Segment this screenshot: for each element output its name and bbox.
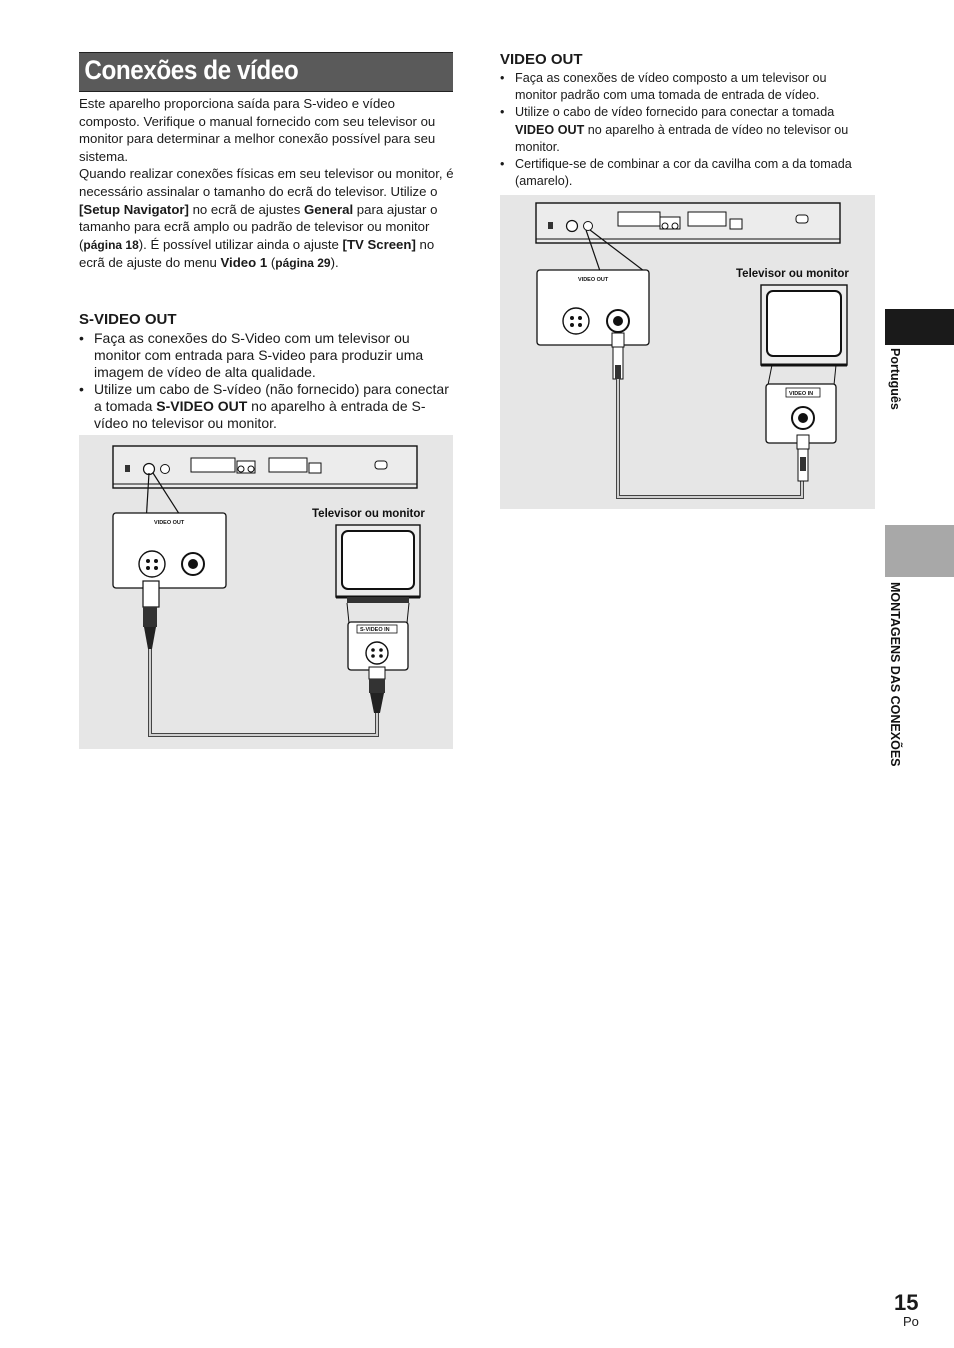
video-connection-diagram [500,195,875,509]
video-in-label: VIDEO IN [789,391,814,397]
section-label: MONTAGENS DAS CONEXÕES [888,582,902,767]
video-out-heading: VIDEO OUT [500,51,583,68]
page-title: Conexões de vídeo [84,55,299,85]
dvd-player-rear-panel [536,203,840,243]
video-bullet-2: • Utilize o cabo de vídeo fornecido para conectar a tomada VIDEO OUT no aparelho à entrada de vídeo no televisor ou monitor. [500,104,870,156]
svideo-bullet-1: • Faça as conexões do S-Video com um televisor ou monitor com entrada para S-video para produzir uma imagem de vídeo de alta qualidade. [79,330,455,381]
section-tab-marker [885,525,954,577]
video-out-callout [113,513,226,588]
language-tab-marker [885,309,954,345]
page-title-bar [79,52,453,92]
video-out-label: VIDEO OUT [578,277,609,283]
video-in-callout [766,384,836,443]
svideo-in-label: S-VIDEO IN [360,627,390,633]
video-bullet-3: • Certifique-se de combinar a cor da cavilha com a da tomada (amarelo). [500,156,870,190]
video-bullet-1: • Faça as conexões de vídeo composto a um televisor ou monitor padrão com uma tomada de entrada de vídeo. [500,70,870,104]
svideo-in-callout [348,622,408,670]
svideo-bullet-2: • Utilize um cabo de S-vídeo (não fornecido) para conectar a tomada S-VIDEO OUT no aparelho à entrada de S-vídeo no televisor ou monitor. [79,381,455,432]
video-out-label: VIDEO OUT [154,520,185,526]
page-number: 15 [894,1290,919,1315]
video-out-callout [537,270,649,345]
video-tv-label: Televisor ou monitor [736,268,849,280]
tv-monitor-icon [761,285,847,365]
video-out-section [500,51,870,190]
svideo-heading: S-VIDEO OUT [79,311,177,328]
svideo-tv-label: Televisor ou monitor [312,508,425,520]
svideo-section [79,311,455,432]
svideo-connection-diagram [79,435,453,749]
intro-paragraph-1: Este aparelho proporciona saída para S-video e vídeo composto. Verifique o manual fornecido com seu televisor ou monitor para determinar a melhor conexão possível para seu sistema. [79,96,436,164]
page-language-code: Po [903,1314,919,1329]
tv-monitor-icon [336,525,420,603]
intro-text [79,95,455,273]
intro-paragraph-2: Quando realizar conexões físicas em seu televisor ou monitor, é necessário assinalar o tamanho do ecrã do televisor. Utilize o [Setup Navigator] no ecrã de ajustes General para ajustar o tamanho para ecrã amplo ou padrão de televisor ou monitor (página 18). É possível utilizar ainda o ajuste [TV Screen] no ecrã de ajuste do menu Video 1 (página 29). [79,166,454,271]
language-label: Português [888,348,902,410]
